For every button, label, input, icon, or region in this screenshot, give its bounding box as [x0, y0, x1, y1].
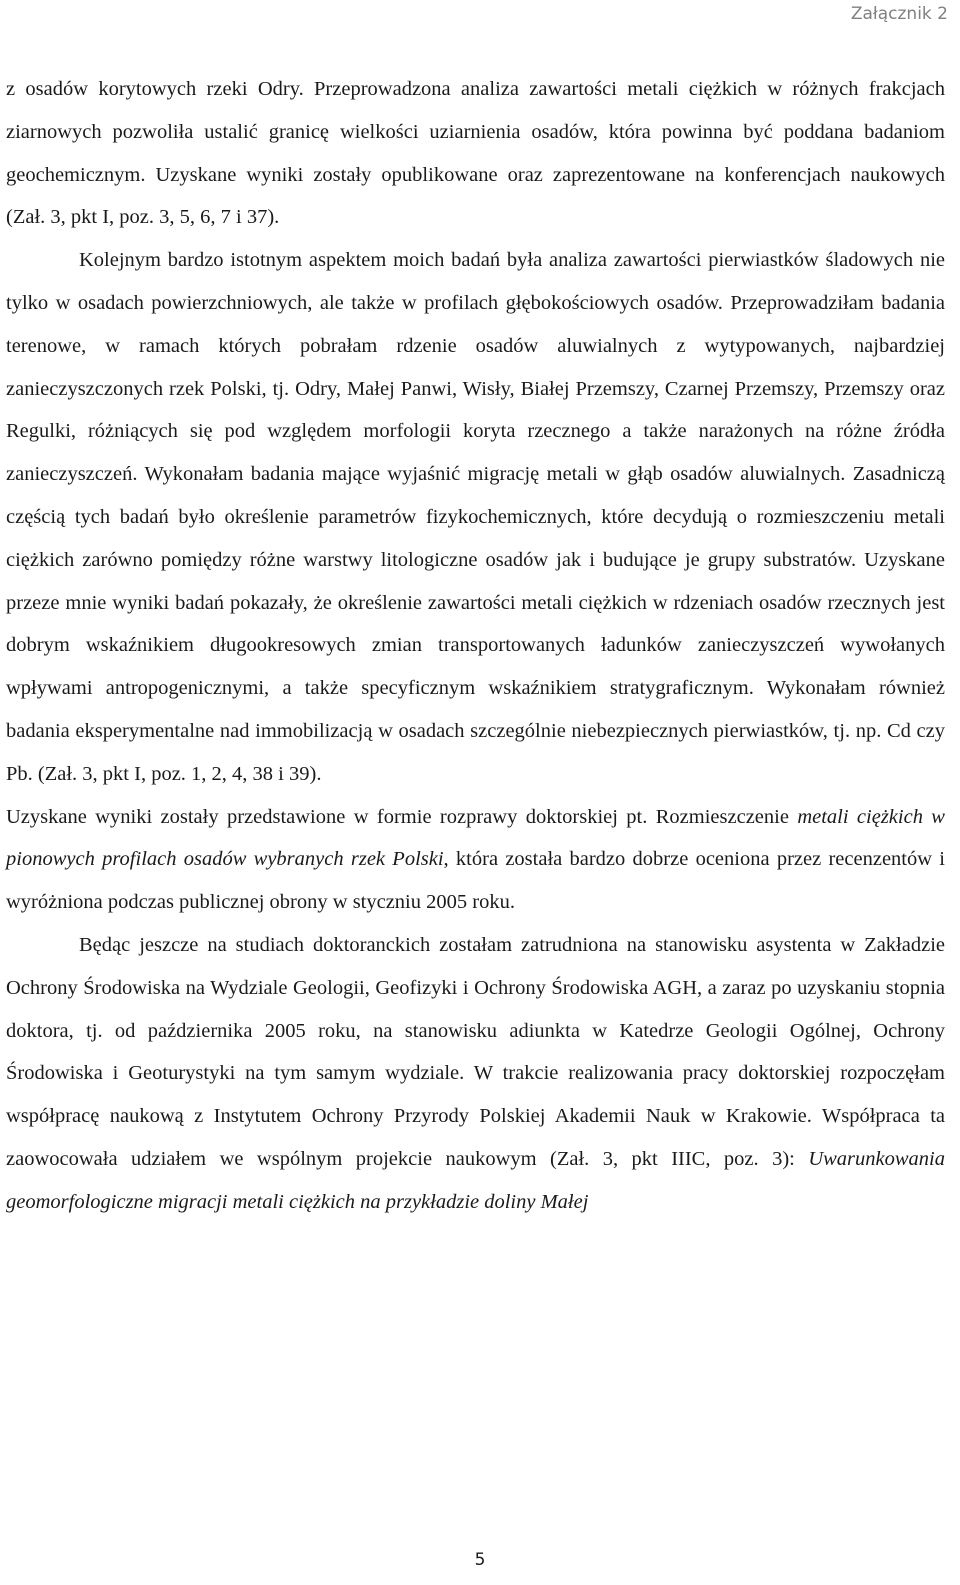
page-number: 5 — [474, 1550, 486, 1570]
paragraph-text: , która została bardzo dobrze oceniona przez recenzentów i wyróżniona podczas publicznej obrony w styczniu 2005 roku. — [6, 848, 946, 914]
paragraph-3 — [6, 796, 945, 924]
paragraph-text: z osadów korytowych rzeki Odry. Przeprowadzona analiza zawartości metali ciężkich w różnych frakcjach ziarnowych pozwoliła ustalić granicę wielkości uziarnienia osadów, która powinna być poddana badaniom geochemicznym. Uzyskane wyniki zostały opublikowane oraz zaprezentowane na konferencjach naukowych (Zał. 3, pkt I, poz. 3, 5, 6, 7 i 37). — [6, 78, 945, 229]
dissertation-title: metali ciężkich w pionowych profilach osadów wybranych rzek Polski — [6, 805, 945, 871]
paragraph-text: Będąc jeszcze na studiach doktoranckich zostałam zatrudniona na stanowisku asystenta w Zakładzie Ochrony Środowiska na Wydziale Geologii, Geofizyki i Ochrony Środowiska AGH, a zaraz po uzyskaniu stopnia doktora, tj. od października 2005 roku, na stanowisku adiunkta w Katedrze Geologii Ogólnej, Ochrony Środowiska i Geoturystyki na tym samym wydziale. W trakcie realizowania pracy doktorskiej rozpoczęłam współpracę naukową z Instytutem Ochrony Przyrody Polskiej Akademii Nauk w Krakowie. Współpraca ta zaowocowała udziałem we wspólnym projekcie naukowym (Zał. 3, pkt IIIC, poz. 3): — [6, 933, 945, 1170]
paragraph-text: Uzyskane wyniki zostały przedstawione w formie rozprawy doktorskiej pt. Rozmieszczenie — [6, 805, 798, 828]
document-body — [6, 68, 945, 1224]
paragraph-2 — [6, 239, 945, 795]
paragraph-text: Kolejnym bardzo istotnym aspektem moich badań była analiza zawartości pierwiastków śladowych nie tylko w osadach powierzchniowych, ale także w profilach głębokościowych osadów. Przeprowadziłam badania terenowe, w ramach których pobrałam rdzenie osadów aluwialnych z wytypowanych, najbardziej zanieczyszczonych rzek Polski, tj. Odry, Małej Panwi, Wisły, Białej Przemszy, Czarnej Przemszy, Przemszy oraz Regulki, różniących się pod względem morfologii koryta rzecznego a także narażonych na różne źródła zanieczyszczeń. Wykonałam badania mające wyjaśnić migrację metali w głąb osadów aluwialnych. Zasadniczą częścią tych badań było określenie parametrów fizykochemicznych, które decydują o rozmieszczeniu metali ciężkich zarówno pomiędzy różne warstwy litologiczne osadów jak i budujące je grupy substratów. Uzyskane przeze mnie wyniki badań pokazały, że określenie zawartości metali ciężkich w rdzeniach osadów rzecznych jest dobrym wskaźnikiem długookresowych zmian transportowanych ładunków zanieczyszczeń wywołanych wpływami antropogenicznymi, a także specyficznym wskaźnikiem stratygraficznym. Wykonałam również badania eksperymentalne nad immobilizacją w osadach szczególnie niebezpiecznych pierwiastków, tj. np. Cd czy Pb. (Zał. 3, pkt I, poz. 1, 2, 4, 38 i 39). — [6, 249, 945, 785]
paragraph-1 — [6, 68, 945, 239]
attachment-label: Załącznik 2 — [850, 4, 948, 24]
project-title: Uwarunkowania geomorfologiczne migracji metali ciężkich na przykładzie doliny Małej — [6, 1147, 945, 1213]
paragraph-4 — [6, 924, 945, 1224]
